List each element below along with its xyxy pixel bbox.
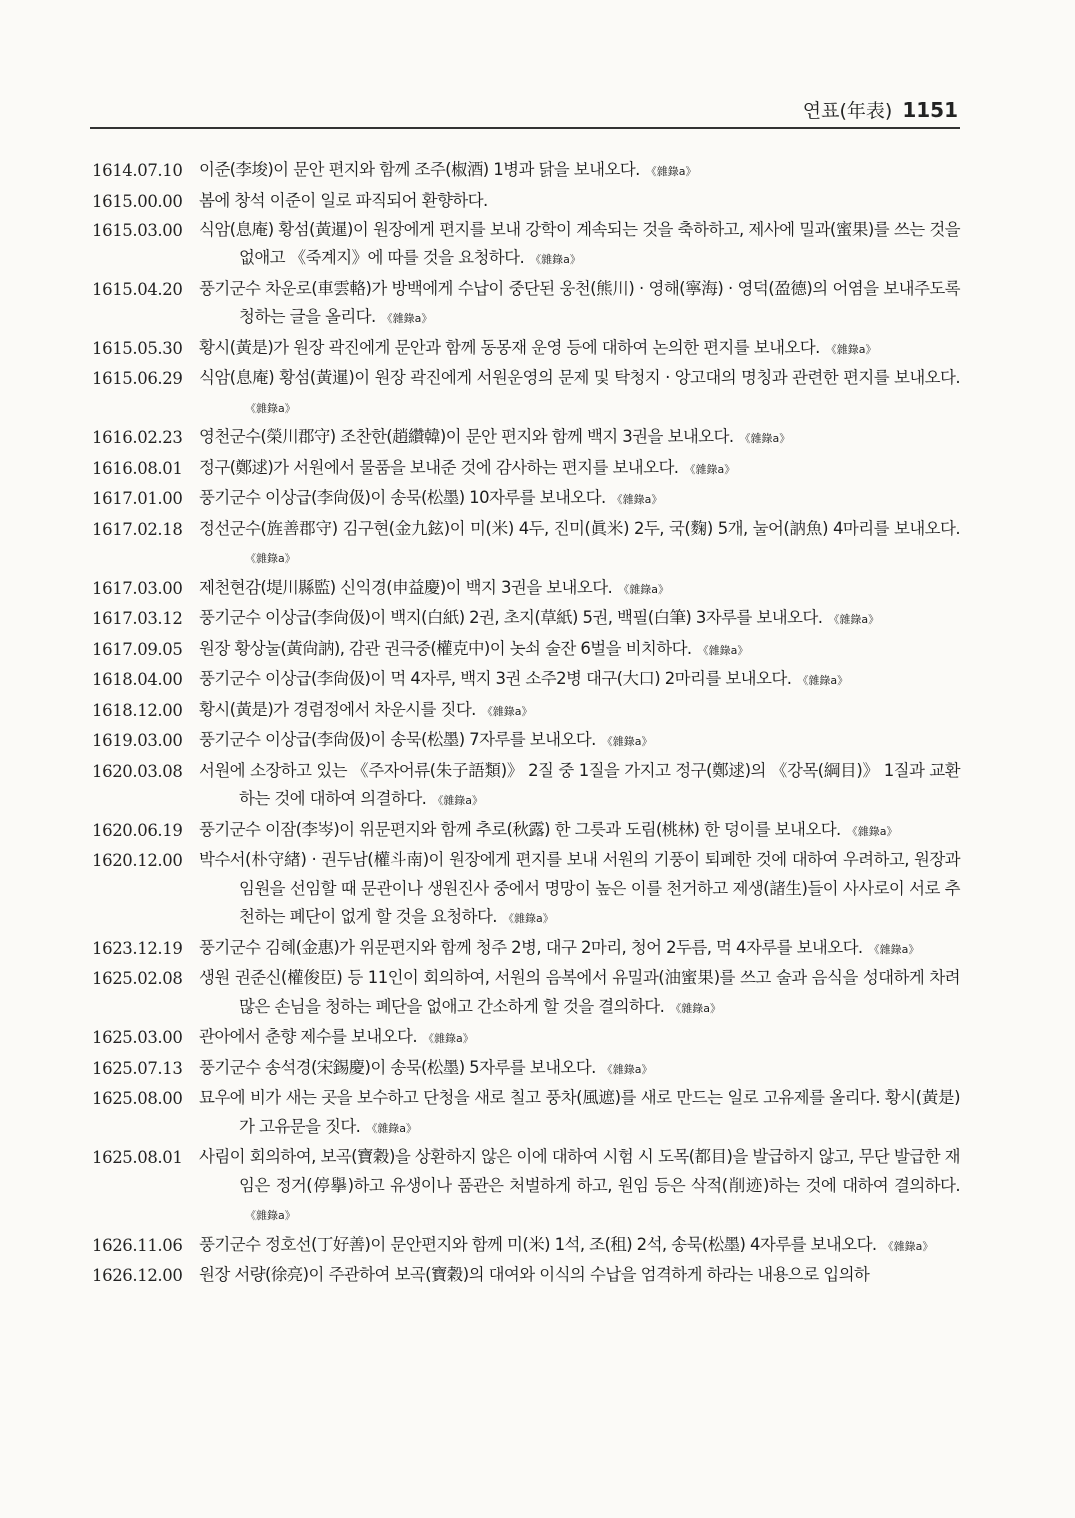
entry-date: 1617.09.05 (92, 639, 183, 659)
chronology-entry (92, 1231, 960, 1262)
entry-text (199, 484, 960, 515)
entry-source: 《雜錄a》 (611, 493, 663, 506)
chronology-entry (92, 1054, 960, 1085)
entry-date: 1615.03.00 (92, 220, 183, 240)
entry-text (199, 454, 960, 485)
entry-source: 《雜錄a》 (828, 613, 880, 626)
entry-text (199, 1054, 960, 1085)
entry-text (199, 934, 960, 965)
entry-text (199, 964, 960, 1023)
entry-source: 《雜錄a》 (423, 1032, 474, 1045)
chronology-entry (92, 635, 960, 666)
entry-date: 1625.08.01 (92, 1148, 183, 1167)
chronology-entry (92, 934, 960, 965)
entry-body: 정선군수(旌善郡守) 김구현(金九鉉)이 미(米) 4두, 진미(眞米) 2두, 국(麴) 5개, 눌어(訥魚) 4마리를 보내오다. (199, 518, 960, 538)
entry-body: 정구(鄭逑)가 서원에서 물품을 보내준 것에 감사하는 편지를 보내오다. (199, 457, 679, 477)
entry-source: 《雜錄a》 (684, 462, 736, 476)
chronology-entry (92, 1023, 960, 1054)
entry-source: 《雜錄a》 (797, 674, 849, 687)
entry-source: 《雜錄a》 (366, 1121, 418, 1135)
entry-text (199, 1023, 960, 1054)
chronology-entry (92, 275, 960, 334)
entry-text (199, 187, 960, 216)
entry-date: 1619.03.00 (92, 731, 183, 750)
entry-date: 1626.12.00 (92, 1266, 183, 1285)
chronology-entry (92, 216, 960, 275)
chronology-entry (92, 964, 960, 1023)
entry-source: 《雜錄a》 (381, 312, 433, 325)
entry-text (199, 275, 960, 334)
chronology-entry (92, 515, 960, 574)
entry-source: 《雜錄a》 (432, 794, 484, 807)
entry-date: 1615.06.29 (92, 369, 183, 388)
entry-date: 1615.00.00 (92, 191, 183, 211)
chronology-entry (92, 187, 960, 216)
entry-source: 《雜錄a》 (245, 1209, 296, 1222)
entry-source: 《雜錄a》 (245, 552, 296, 565)
entry-body: 영천군수(榮川郡守) 조찬한(趙纘韓)이 문안 편지와 함께 백지 3권을 보내오다. (199, 427, 734, 446)
chronology-entry (92, 816, 960, 847)
entry-text (199, 1143, 960, 1231)
entry-body: 원장 서량(徐亮)이 주관하여 보곡(寶穀)의 대여와 이식의 수납을 엄격하게 하라는 내용으로 입의하 (199, 1265, 870, 1284)
page-number: 1151 (902, 98, 958, 122)
entry-text (199, 816, 960, 847)
entry-date: 1625.03.00 (92, 1028, 183, 1047)
header-title: 연표(年表) (802, 100, 893, 122)
entry-body: 관아에서 춘향 제수를 보내오다. (199, 1027, 417, 1046)
entry-source: 《雜錄a》 (601, 735, 653, 748)
entry-body: 박수서(朴守緖) · 권두남(權斗南)이 원장에게 편지를 보내 서원의 기풍이 퇴폐한 것에 대하여 우려하고, 원장과 임원을 선임할 때 문관이나 생원진사 중에서 명망이 높은 이를 천거하고 제생(諸生)들이 사사로이 서로 추천하는 폐단이 없게 할 것을 요청하다. (199, 850, 960, 926)
entry-source: 《雜錄a》 (481, 704, 533, 718)
entry-body: 황시(黃是)가 원장 곽진에게 문안과 함께 동몽재 운영 등에 대하여 논의한 편지를 보내오다. (199, 337, 820, 357)
entry-text (199, 1261, 960, 1290)
entry-text (199, 757, 960, 816)
entry-source: 《雜錄a》 (618, 582, 669, 596)
chronology-entry (92, 156, 960, 187)
entry-body: 식암(息庵) 황섬(黃暹)이 원장에게 편지를 보내 강학이 계속되는 것을 축하하고, 제사에 밀과(蜜果)를 쓰는 것을 없애고 《죽계지》에 따를 것을 요청하다. (199, 219, 960, 267)
entry-text (199, 216, 960, 275)
entry-text (199, 515, 960, 574)
entry-source: 《雜錄a》 (502, 912, 554, 925)
entry-date: 1625.02.08 (92, 969, 183, 988)
entry-text (199, 1084, 960, 1143)
entry-date: 1620.06.19 (92, 820, 183, 840)
entry-text (199, 635, 960, 666)
chronology-list (92, 156, 960, 1290)
entry-date: 1617.03.00 (92, 578, 183, 598)
entry-body: 풍기군수 차운로(車雲輅)가 방백에게 수납이 중단된 웅천(熊川) · 영해(寧海) · 영덕(盈德)의 어염을 보내주도록 청하는 글을 올리다. (199, 278, 960, 326)
entry-source: 《雜錄a》 (245, 401, 296, 415)
chronology-entry (92, 364, 960, 423)
chronology-entry (92, 334, 960, 365)
entry-date: 1616.08.01 (92, 458, 183, 478)
entry-source: 《雜錄a》 (739, 432, 791, 445)
chronology-entry (92, 1143, 960, 1231)
entry-body: 황시(黃是)가 경렴정에서 차운시를 짓다. (199, 699, 476, 719)
entry-body: 풍기군수 송석경(宋錫慶)이 송묵(松墨) 5자루를 보내오다. (199, 1057, 596, 1077)
entry-source: 《雜錄a》 (645, 165, 697, 178)
entry-text (199, 846, 960, 934)
chronology-entry (92, 423, 960, 454)
entry-date: 1617.03.12 (92, 609, 183, 628)
entry-text (199, 334, 960, 365)
entry-source: 《雜錄a》 (868, 942, 920, 956)
chronology-entry (92, 846, 960, 934)
entry-date: 1617.02.18 (92, 519, 183, 539)
entry-source: 《雜錄a》 (530, 253, 581, 266)
entry-date: 1617.01.00 (92, 489, 183, 508)
entry-date: 1618.12.00 (92, 700, 183, 720)
entry-body: 풍기군수 김혜(金惠)가 위문편지와 함께 청주 2병, 대구 2마리, 청어 2두름, 먹 4자루를 보내오다. (199, 937, 863, 957)
chronology-entry (92, 1084, 960, 1143)
chronology-entry (92, 574, 960, 605)
entry-body: 식암(息庵) 황섬(黃暹)이 원장 곽진에게 서원운영의 문제 및 탁청지 · 앙고대의 명칭과 관련한 편지를 보내오다. (199, 368, 960, 387)
entry-source: 《雜錄a》 (697, 643, 749, 657)
entry-source: 《雜錄a》 (882, 1239, 934, 1253)
chronology-entry (92, 484, 960, 515)
entry-date: 1615.05.30 (92, 338, 183, 358)
entry-date: 1615.04.20 (92, 279, 183, 299)
entry-source: 《雜錄a》 (825, 342, 877, 356)
entry-body: 풍기군수 정호선(丁好善)이 문안편지와 함께 미(米) 1석, 조(租) 2석, 송묵(松墨) 4자루를 보내오다. (199, 1234, 877, 1254)
chronology-entry (92, 665, 960, 696)
entry-date: 1618.04.00 (92, 670, 183, 689)
entry-text (199, 696, 960, 727)
entry-body: 사림이 회의하여, 보곡(寶穀)을 상환하지 않은 이에 대하여 시험 시 도목(都目)을 발급하지 않고, 무단 발급한 재임은 정거(停擧)하고 유생이나 품관은 처벌하게 하고, 원임 등은 삭적(削迹)하는 것에 대하여 결의하다. (199, 1147, 960, 1195)
entry-text (199, 364, 960, 423)
entry-date: 1620.03.08 (92, 761, 183, 781)
entry-date: 1625.08.00 (92, 1089, 183, 1108)
entry-text (199, 1231, 960, 1262)
entry-body: 풍기군수 이상급(李尙伋)이 송묵(松墨) 10자루를 보내오다. (199, 488, 606, 507)
chronology-entry (92, 726, 960, 757)
entry-text (199, 156, 960, 187)
entry-source: 《雜錄a》 (670, 1001, 722, 1015)
entry-text (199, 423, 960, 454)
entry-date: 1623.12.19 (92, 938, 183, 958)
chronology-entry (92, 696, 960, 727)
entry-date: 1616.02.23 (92, 428, 183, 447)
entry-text (199, 604, 960, 635)
entry-date: 1614.07.10 (92, 161, 183, 180)
entry-body: 서원에 소장하고 있는 《주자어류(朱子語類)》 2질 중 1질을 가지고 정구(鄭逑)의 《강목(綱目)》 1질과 교환하는 것에 대하여 의결하다. (199, 760, 960, 808)
entry-body: 생원 권준신(權俊臣) 등 11인이 회의하여, 서원의 음복에서 유밀과(油蜜果)를 쓰고 술과 음식을 성대하게 차려 많은 손님을 청하는 폐단을 없애고 간소하게 할 것을 결의하다. (199, 968, 960, 1016)
chronology-entry (92, 1261, 960, 1290)
entry-body: 제천현감(堤川縣監) 신익경(申益慶)이 백지 3권을 보내오다. (199, 577, 613, 597)
entry-source: 《雜錄a》 (846, 824, 898, 838)
entry-date: 1620.12.00 (92, 851, 183, 870)
header-rule (90, 127, 960, 129)
entry-source: 《雜錄a》 (601, 1062, 653, 1076)
entry-body: 묘우에 비가 새는 곳을 보수하고 단청을 새로 칠고 풍차(風遮)를 새로 만드는 일로 고유제를 올리다. 황시(黃是)가 고유문을 짓다. (199, 1088, 960, 1136)
entry-text (199, 726, 960, 757)
entry-date: 1626.11.06 (92, 1235, 183, 1255)
chronology-entry (92, 757, 960, 816)
entry-body: 이준(李埈)이 문안 편지와 함께 조주(椒酒) 1병과 닭을 보내오다. (199, 160, 640, 179)
entry-body: 원장 황상눌(黃尙訥), 감관 권극중(權克中)이 놋쇠 술잔 6벌을 비치하다. (199, 638, 692, 658)
chronology-entry (92, 604, 960, 635)
entry-text (199, 665, 960, 696)
running-header (90, 96, 958, 124)
entry-body: 풍기군수 이상급(李尙伋)이 백지(白紙) 2권, 초지(草紙) 5권, 백필(白筆) 3자루를 보내오다. (199, 608, 823, 627)
entry-body: 풍기군수 이잠(李岑)이 위문편지와 함께 추로(秋露) 한 그릇과 도림(桃林) 한 덩이를 보내오다. (199, 819, 841, 839)
entry-body: 풍기군수 이상급(李尙伋)이 먹 4자루, 백지 3권 소주2병 대구(大口) 2마리를 보내오다. (199, 669, 792, 688)
chronology-entry (92, 454, 960, 485)
entry-date: 1625.07.13 (92, 1058, 183, 1078)
entry-text (199, 574, 960, 605)
entry-body: 풍기군수 이상급(李尙伋)이 송묵(松墨) 7자루를 보내오다. (199, 730, 596, 749)
entry-body: 봄에 창석 이준이 일로 파직되어 환향하다. (199, 190, 488, 210)
